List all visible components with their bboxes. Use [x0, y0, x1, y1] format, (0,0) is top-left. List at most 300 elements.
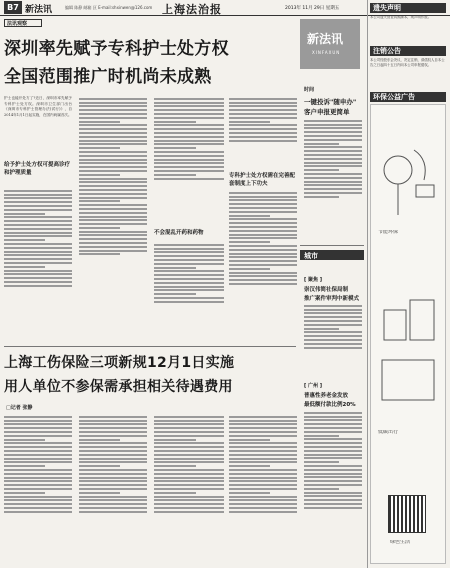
- text-line: [304, 146, 362, 148]
- text-line: [4, 488, 72, 490]
- text-line: [79, 102, 147, 104]
- text-line: [229, 237, 297, 239]
- text-line: [79, 162, 147, 164]
- text-line: [304, 331, 362, 333]
- text-line: [4, 262, 72, 264]
- city-item2-tag: [ 广州 ]: [304, 383, 323, 389]
- text-line: [229, 249, 297, 251]
- text-line: [229, 113, 297, 115]
- text-line: [229, 207, 297, 209]
- text-line: [229, 442, 297, 444]
- text-line: [304, 320, 362, 322]
- text-line: [154, 151, 224, 153]
- text-line: [154, 442, 224, 444]
- story1-headline-1: 深圳率先赋予专科护士处方权: [4, 39, 229, 59]
- text-line: [4, 473, 72, 475]
- text-line: [4, 190, 72, 192]
- text-line: [4, 503, 72, 505]
- text-line: [304, 450, 362, 452]
- text-line: [229, 264, 297, 266]
- text-line: [229, 117, 297, 119]
- text-line: [304, 438, 362, 440]
- text-line: [4, 251, 72, 253]
- text-line: [4, 228, 72, 230]
- text-line: [304, 150, 362, 152]
- bottom-story-rule: [4, 346, 296, 347]
- text-line: [154, 469, 224, 471]
- text-line: [229, 454, 297, 456]
- text-line: [304, 442, 362, 444]
- text-line: [154, 267, 196, 269]
- text-line: [154, 458, 224, 460]
- ad-caption-1: 节能环保: [378, 230, 399, 235]
- text-line: [4, 507, 72, 509]
- text-line: [229, 477, 297, 479]
- text-line: [79, 140, 147, 142]
- text-line: [4, 205, 72, 207]
- text-line: [154, 446, 224, 448]
- text-line: [229, 420, 297, 422]
- text-line: [79, 155, 147, 157]
- text-line: [79, 496, 147, 498]
- text-line: [79, 242, 147, 244]
- text-line: [229, 199, 297, 201]
- text-line: [304, 473, 362, 475]
- text-line: [4, 277, 72, 279]
- text-line: [304, 499, 362, 501]
- text-line: [229, 496, 297, 498]
- text-line: [154, 109, 224, 111]
- text-line: [79, 469, 147, 471]
- text-line: [229, 473, 297, 475]
- text-line: [229, 499, 297, 501]
- text-line: [79, 227, 120, 229]
- text-line: [4, 420, 72, 422]
- text-line: [229, 283, 297, 285]
- text-line: [79, 216, 147, 218]
- text-line: [79, 223, 147, 225]
- story2-title-1: 一键投诉"随申办": [304, 98, 357, 106]
- text-line: [229, 105, 297, 107]
- text-line: [79, 193, 147, 195]
- text-line: [154, 136, 224, 138]
- ad-illustration-icon: [374, 130, 442, 220]
- text-line: [304, 173, 362, 175]
- text-line: [229, 109, 297, 111]
- city-item1-tag: [ 聚焦 ]: [304, 277, 323, 283]
- text-line: [79, 250, 147, 252]
- text-line: [304, 457, 362, 459]
- text-line: [229, 218, 297, 220]
- text-line: [229, 439, 270, 441]
- text-line: [154, 496, 224, 498]
- bottom-byline: □记者 张静: [6, 405, 33, 411]
- text-line: [4, 492, 45, 494]
- text-line: [79, 503, 147, 505]
- text-line: [229, 279, 297, 281]
- text-line: [4, 266, 45, 268]
- text-line: [229, 427, 297, 429]
- text-line: [304, 431, 362, 433]
- text-line: [154, 270, 224, 272]
- text-line: [229, 253, 297, 255]
- text-line: [79, 253, 120, 255]
- text-line: [304, 162, 362, 164]
- text-line: [304, 196, 339, 198]
- text-line: [79, 208, 147, 210]
- story1-column-4: [229, 96, 297, 166]
- text-line: [79, 507, 147, 509]
- text-line: [304, 309, 362, 311]
- text-line: [229, 245, 297, 247]
- text-line: [79, 488, 147, 490]
- text-line: [154, 248, 224, 250]
- ad-caption-3: 绿色生活: [390, 540, 411, 545]
- text-line: [79, 234, 147, 236]
- text-line: [4, 499, 72, 501]
- xinfaxun-brand: 新法讯: [307, 32, 344, 46]
- ad-caption-2: 低碳出行: [378, 430, 399, 435]
- text-line: [154, 174, 196, 176]
- text-line: [154, 259, 224, 261]
- text-line: [154, 423, 224, 425]
- text-line: [229, 435, 297, 437]
- text-line: [4, 477, 72, 479]
- story1-column-4b: [229, 190, 297, 335]
- text-line: [154, 507, 224, 509]
- text-line: [304, 324, 362, 326]
- text-line: [304, 503, 362, 505]
- text-line: [79, 219, 147, 221]
- text-line: [154, 159, 224, 161]
- text-line: [154, 102, 224, 104]
- text-line: [79, 159, 147, 161]
- text-line: [4, 450, 72, 452]
- city-item1-title-2: 推广案件审判中新模式: [304, 296, 360, 302]
- text-line: [4, 511, 72, 513]
- text-line: [4, 270, 72, 272]
- text-line: [229, 211, 297, 213]
- text-line: [4, 427, 72, 429]
- text-line: [229, 98, 297, 100]
- text-line: [304, 469, 362, 471]
- text-line: [229, 132, 297, 134]
- text-line: [304, 480, 362, 482]
- text-line: [79, 197, 147, 199]
- text-line: [79, 117, 147, 119]
- text-line: [79, 499, 147, 501]
- text-line: [304, 127, 362, 129]
- text-line: [79, 136, 147, 138]
- text-line: [79, 439, 120, 441]
- text-line: [304, 177, 362, 179]
- text-line: [79, 423, 147, 425]
- text-line: [229, 234, 297, 236]
- text-line: [4, 496, 72, 498]
- text-line: [4, 235, 72, 237]
- text-line: [304, 154, 362, 156]
- text-line: [154, 465, 196, 467]
- text-line: [304, 484, 362, 486]
- text-line: [229, 268, 270, 270]
- story2-title-2: 客户申报更简单: [304, 108, 350, 116]
- ad-building-icon: [374, 280, 442, 420]
- text-line: [304, 124, 362, 126]
- text-line: [4, 431, 72, 433]
- text-line: [229, 503, 297, 505]
- text-line: [79, 238, 147, 240]
- issue-date: 2013年 11月 29日 星期五: [285, 6, 340, 11]
- text-line: [229, 260, 297, 262]
- text-line: [154, 480, 224, 482]
- text-line: [79, 109, 147, 111]
- text-line: [154, 289, 224, 291]
- text-line: [304, 184, 362, 186]
- text-line: [79, 170, 147, 172]
- text-line: [304, 143, 339, 145]
- text-line: [154, 143, 224, 145]
- text-line: [154, 105, 224, 107]
- text-line: [4, 439, 45, 441]
- text-line: [79, 128, 147, 130]
- ad-head: 环保公益广告: [370, 92, 446, 102]
- text-line: [229, 272, 297, 274]
- text-line: [4, 197, 72, 199]
- text-line: [4, 201, 72, 203]
- text-line: [79, 212, 147, 214]
- text-line: [4, 484, 72, 486]
- text-line: [154, 297, 224, 299]
- bottom-headline-1: 上海工伤保险三项新规12月1日实施: [4, 355, 235, 371]
- text-line: [304, 139, 362, 141]
- text-line: [229, 431, 297, 433]
- text-line: [229, 215, 270, 217]
- story1-subhead-2: 不会混乱开药和药物: [154, 230, 204, 236]
- text-line: [304, 427, 362, 429]
- text-line: [79, 492, 120, 494]
- text-line: [304, 416, 362, 418]
- text-line: [304, 339, 362, 341]
- text-line: [79, 189, 147, 191]
- text-line: [79, 446, 147, 448]
- text-line: [79, 246, 147, 248]
- text-line: [229, 222, 297, 224]
- notice-head-2: 注销公告: [370, 46, 446, 56]
- story1-column-3b: [154, 242, 224, 332]
- text-line: [154, 140, 224, 142]
- text-line: [79, 98, 147, 100]
- text-line: [79, 435, 147, 437]
- text-line: [4, 239, 45, 241]
- text-line: [229, 511, 297, 513]
- text-line: [154, 244, 224, 246]
- text-line: [4, 442, 72, 444]
- bottom-headline-2: 用人单位不参保需承担相关待遇费用: [4, 379, 233, 395]
- text-line: [229, 136, 297, 138]
- text-line: [154, 286, 224, 288]
- text-line: [154, 461, 224, 463]
- text-line: [229, 102, 297, 104]
- story1-column-1: [4, 188, 72, 338]
- text-line: [4, 465, 45, 467]
- text-line: [4, 216, 72, 218]
- text-line: [154, 435, 224, 437]
- text-line: [4, 281, 72, 283]
- city-head: 城市: [304, 252, 318, 260]
- text-line: [4, 446, 72, 448]
- text-line: [154, 420, 224, 422]
- text-line: [229, 275, 297, 277]
- text-line: [304, 476, 362, 478]
- bottom-column-3: [154, 414, 224, 562]
- text-line: [79, 431, 147, 433]
- text-line: [304, 347, 362, 349]
- story1-column-3: [154, 96, 224, 221]
- notice-head-1: 遗失声明: [370, 3, 446, 13]
- text-line: [154, 124, 224, 126]
- text-line: [154, 121, 196, 123]
- newspaper-logo: 上海法治报: [162, 3, 222, 16]
- text-line: [229, 203, 297, 205]
- text-line: [154, 147, 196, 149]
- text-line: [229, 480, 297, 482]
- text-line: [154, 473, 224, 475]
- text-line: [304, 169, 339, 171]
- text-line: [304, 465, 362, 467]
- text-line: [229, 416, 297, 418]
- text-line: [229, 241, 270, 243]
- text-line: [154, 282, 224, 284]
- text-line: [229, 492, 270, 494]
- text-line: [79, 427, 147, 429]
- bottom-column-2: [79, 414, 147, 562]
- xinfaxun-sub: XINFAXUN: [312, 50, 341, 55]
- text-line: [79, 166, 147, 168]
- text-line: [79, 416, 147, 418]
- text-line: [4, 224, 72, 226]
- text-line: [304, 120, 362, 122]
- story1-column-2: [79, 96, 147, 336]
- text-line: [154, 132, 224, 134]
- text-line: [4, 435, 72, 437]
- qr-code-icon: [388, 495, 426, 533]
- text-line: [154, 477, 224, 479]
- text-line: [154, 492, 196, 494]
- text-line: [79, 511, 147, 513]
- text-line: [154, 274, 224, 276]
- right-column-divider: [367, 0, 368, 568]
- text-line: [304, 454, 362, 456]
- text-line: [79, 231, 147, 233]
- text-line: [304, 312, 362, 314]
- text-line: [79, 178, 147, 180]
- text-line: [154, 439, 196, 441]
- text-line: [4, 194, 72, 196]
- text-line: [4, 213, 45, 215]
- text-line: [79, 484, 147, 486]
- text-line: [229, 230, 297, 232]
- text-line: [79, 181, 147, 183]
- text-line: [154, 488, 224, 490]
- text-line: [304, 335, 362, 337]
- text-line: [4, 273, 72, 275]
- text-line: [79, 105, 147, 107]
- text-line: [154, 293, 196, 295]
- city-item2-body: [304, 410, 362, 560]
- text-line: [154, 117, 224, 119]
- text-line: [79, 458, 147, 460]
- text-line: [4, 209, 72, 211]
- text-line: [229, 458, 297, 460]
- text-line: [4, 423, 72, 425]
- text-line: [229, 140, 297, 142]
- bottom-column-4: [229, 414, 297, 562]
- text-line: [229, 446, 297, 448]
- text-line: [79, 454, 147, 456]
- text-line: [154, 113, 224, 115]
- text-line: [304, 435, 339, 437]
- text-line: [229, 507, 297, 509]
- text-line: [154, 454, 224, 456]
- text-line: [79, 147, 120, 149]
- text-line: [154, 503, 224, 505]
- city-item1-body: [304, 303, 362, 375]
- city-item1-title-1: 崇汉伟简社保局制: [304, 287, 349, 293]
- text-line: [154, 499, 224, 501]
- story1-intro: 护士也能开处方了?近日，深圳市率先赋予专科护士处方权。深圳市卫生部门出台《深圳市专科护士管理办法(试行)》，自2014年1月1日起实施，在国内尚属首次。: [4, 96, 72, 117]
- text-line: [4, 254, 72, 256]
- story1-subhead-1: 给予护士处方权可提高诊疗和护理质量: [4, 162, 71, 176]
- bottom-column-1: [4, 414, 72, 562]
- story2-tag: 时间: [304, 87, 315, 93]
- text-line: [154, 278, 224, 280]
- text-line: [304, 188, 362, 190]
- text-line: [154, 255, 224, 257]
- text-line: [154, 484, 224, 486]
- story2-body: [304, 118, 362, 238]
- text-line: [4, 220, 72, 222]
- text-line: [229, 226, 297, 228]
- text-line: [79, 124, 147, 126]
- text-line: [229, 465, 270, 467]
- text-line: [154, 128, 224, 130]
- text-line: [154, 301, 224, 303]
- text-line: [304, 423, 362, 425]
- text-line: [229, 484, 297, 486]
- text-line: [304, 135, 362, 137]
- text-line: [229, 423, 297, 425]
- text-line: [79, 200, 120, 202]
- text-line: [229, 192, 297, 194]
- text-line: [304, 412, 362, 414]
- text-line: [229, 196, 297, 198]
- text-line: [4, 458, 72, 460]
- text-line: [79, 113, 147, 115]
- text-line: [79, 461, 147, 463]
- story-tag: 法讯观察: [7, 21, 28, 27]
- text-line: [79, 174, 120, 176]
- text-line: [79, 420, 147, 422]
- text-line: [154, 431, 224, 433]
- notice-body-1: 本公司遗失营业执照副本，现声明作废。: [370, 15, 432, 19]
- text-line: [304, 507, 362, 509]
- text-line: [304, 488, 339, 490]
- text-line: [304, 419, 362, 421]
- text-line: [79, 204, 147, 206]
- text-line: [154, 170, 224, 172]
- text-line: [154, 98, 224, 100]
- text-line: [154, 178, 224, 180]
